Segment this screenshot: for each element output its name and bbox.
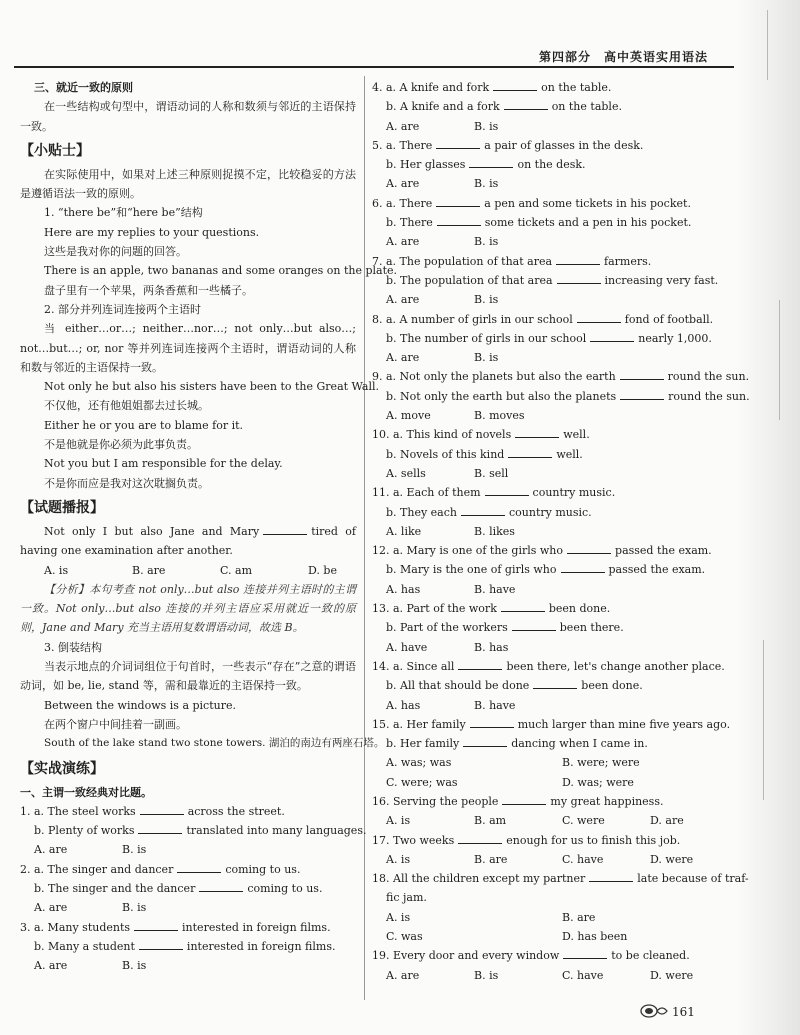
question-line-b: b. There some tickets and a pen in his pocket. bbox=[386, 216, 692, 230]
question-12 bbox=[372, 541, 734, 599]
answer-blank bbox=[437, 216, 481, 226]
question-line-b: b. Plenty of works translated into many languages. bbox=[34, 824, 367, 838]
question-7 bbox=[372, 252, 734, 310]
questions-right bbox=[372, 78, 750, 792]
question-line-a: 12. a. Mary is one of the girls who passed the exam. bbox=[372, 544, 712, 558]
question-options: A. like B. likes bbox=[386, 524, 515, 538]
point-3-title: 3. 倒装结构 bbox=[44, 640, 102, 654]
example-3-en: Not you but I am responsible for the delay. bbox=[44, 457, 283, 471]
question-6 bbox=[372, 194, 734, 252]
point-2-text: 当 either…or…; neither…nor…; not only…but also…; not…but…; or, nor 等并列连词连接两个主语时，谓语动词的人称和数与邻近的主语保持一致。 bbox=[20, 322, 356, 374]
example-5: South of the lake stand two stone towers. 湖泊的南边有两座石塔。 bbox=[44, 737, 385, 750]
question-13 bbox=[372, 599, 734, 657]
question-4 bbox=[372, 78, 734, 136]
question-14 bbox=[372, 657, 734, 715]
question-line-b: b. Mary is the one of girls who passed the exam. bbox=[386, 563, 706, 577]
question-options: A. have B. has bbox=[386, 640, 509, 654]
question-options: A. are B. is bbox=[386, 351, 499, 365]
question-2 bbox=[20, 860, 356, 918]
question-line-b: b. All that should be done been done. bbox=[386, 679, 643, 693]
answer-blank bbox=[501, 602, 545, 612]
answer-blank bbox=[563, 949, 607, 959]
question-line-a: 4. a. A knife and fork on the table. bbox=[372, 81, 612, 94]
answer-blank bbox=[463, 737, 507, 747]
question-line-b: b. Novels of this kind well. bbox=[386, 447, 583, 461]
point-1-example2-en: There is an apple, two bananas and some oranges on the plate. bbox=[44, 264, 397, 278]
answer-blank bbox=[485, 486, 529, 496]
point-3-text: 当表示地点的介词词组位于句首时，一些表示“存在”之意的谓语动词，如 be, lie, stand 等，需和最靠近的主语保持一致。 bbox=[20, 660, 356, 693]
question-15 bbox=[372, 715, 734, 792]
example-4-cn: 在两个窗户中间挂着一副画。 bbox=[44, 717, 187, 731]
answer-blank bbox=[493, 81, 537, 91]
practice-heading: 【实战演练】 bbox=[20, 760, 104, 777]
answer-blank bbox=[177, 863, 221, 873]
question-3 bbox=[20, 918, 356, 976]
section-3-text: 在一些结构或句型中，谓语动词的人称和数须与邻近的主语保持一致。 bbox=[20, 100, 356, 133]
point-2-title: 2. 部分并列连词连接两个主语时 bbox=[44, 302, 201, 316]
answer-blank bbox=[515, 428, 559, 438]
question-options: A. are B. is bbox=[386, 177, 499, 191]
answer-blank bbox=[458, 834, 502, 844]
right-column bbox=[372, 78, 750, 985]
question-line-a: 7. a. The population of that area farmers. bbox=[372, 254, 652, 268]
question-line-b: b. Many a student interested in foreign films. bbox=[34, 939, 336, 953]
answer-blank bbox=[436, 197, 480, 207]
point-1-title: 1. “there be”和“here be”结构 bbox=[44, 206, 203, 220]
answer-blank bbox=[512, 621, 556, 631]
question-options: A. are B. is bbox=[34, 959, 147, 973]
question-line-b: b. The population of that area increasing very fast. bbox=[386, 273, 719, 287]
example-4-en: Between the windows is a picture. bbox=[44, 698, 236, 712]
answer-blank bbox=[577, 313, 621, 323]
answer-blank bbox=[461, 506, 505, 516]
answer-blank bbox=[502, 795, 546, 805]
question-11 bbox=[372, 483, 734, 541]
analysis-text: 【分析】本句考查 not only…but also 连接并列主语时的主谓一致。Not only…but also 连接的并列主语应采用就近一致的原则，Jane and Mary 充当主语用复数谓语动词，故选 B。 bbox=[20, 582, 356, 635]
header-rule bbox=[14, 66, 734, 68]
answer-blank bbox=[620, 370, 664, 380]
question-18: 18. All the children except my partner late because of traf- fic jam. A. is B. are C. was D. has been bbox=[372, 872, 749, 944]
answer-blank bbox=[590, 332, 634, 342]
question-options: A. are B. is bbox=[34, 901, 147, 915]
answer-blank bbox=[567, 544, 611, 554]
running-header: 第四部分 高中英语实用语法 bbox=[538, 50, 708, 64]
question-options: A. sells B. sell bbox=[386, 466, 509, 480]
tips-heading: 【小贴士】 bbox=[20, 142, 90, 159]
question-options: A. are B. is bbox=[386, 235, 499, 249]
question-line-b: b. They each country music. bbox=[386, 505, 592, 519]
question-5 bbox=[372, 136, 734, 194]
question-options: C. were; was D. was; were bbox=[386, 775, 634, 789]
exam-options: A. is B. are C. am D. be bbox=[44, 563, 337, 577]
question-line-b: b. Her family dancing when I came in. bbox=[386, 737, 648, 751]
answer-blank bbox=[556, 255, 600, 265]
answer-blank bbox=[458, 660, 502, 670]
question-options: A. are B. is bbox=[386, 293, 499, 307]
answer-blank bbox=[140, 805, 184, 815]
answer-blank bbox=[533, 679, 577, 689]
answer-blank bbox=[508, 448, 552, 458]
question-options: A. move B. moves bbox=[386, 409, 525, 423]
question-options: A. has B. have bbox=[386, 582, 516, 596]
question-line-b: b. The number of girls in our school nearly 1,000. bbox=[386, 331, 712, 345]
tips-text: 在实际使用中，如果对上述三种原则捉摸不定，比较稳妥的方法是遵循语法一致的原则。 bbox=[20, 167, 356, 201]
question-line-a: 15. a. Her family much larger than mine five years ago. bbox=[372, 717, 731, 731]
exam-heading: 【试题播报】 bbox=[20, 499, 104, 516]
question-line-a: 6. a. There a pen and some tickets in his pocket. bbox=[372, 196, 691, 210]
question-line-a: 3. a. Many students interested in foreign films. bbox=[20, 920, 331, 934]
question-line-a: 14. a. Since all been there, let's change another place. bbox=[372, 659, 725, 673]
point-1-example-cn: 这些是我对你的问题的回答。 bbox=[44, 245, 187, 259]
answer-blank bbox=[470, 718, 514, 728]
question-line-a: 11. a. Each of them country music. bbox=[372, 486, 616, 500]
question-line-b: b. Her glasses on the desk. bbox=[386, 158, 586, 172]
question-options: A. was; was B. were; were bbox=[386, 756, 640, 770]
answer-blank bbox=[139, 940, 183, 950]
question-line-a: 2. a. The singer and dancer coming to us. bbox=[20, 862, 301, 876]
column-divider bbox=[364, 76, 365, 1000]
answer-blank bbox=[469, 158, 513, 168]
section-3-title: 三、就近一致的原则 bbox=[34, 81, 133, 94]
page-number: 161 bbox=[640, 1003, 695, 1022]
answer-blank bbox=[138, 824, 182, 834]
answer-blank bbox=[504, 100, 548, 110]
question-line-b: b. The singer and the dancer coming to us. bbox=[34, 881, 323, 895]
page-ornament-icon bbox=[640, 1003, 668, 1022]
answer-blank bbox=[589, 872, 633, 882]
answer-blank bbox=[557, 274, 601, 284]
practice-subheading: 一、主谓一致经典对比题。 bbox=[20, 785, 152, 799]
answer-blank bbox=[561, 563, 605, 573]
point-1-example-en: Here are my replies to your questions. bbox=[44, 225, 260, 239]
answer-blank bbox=[134, 921, 178, 931]
question-line-a: 9. a. Not only the planets but also the earth round the sun. bbox=[372, 370, 750, 384]
answer-blank bbox=[620, 390, 664, 400]
answer-blank bbox=[199, 882, 243, 892]
question-options: A. has B. have bbox=[386, 698, 516, 712]
answer-blank bbox=[263, 525, 307, 535]
question-1 bbox=[20, 802, 367, 860]
question-line-b: b. Not only the earth but also the planets round the sun. bbox=[386, 389, 750, 403]
answer-blank bbox=[436, 139, 480, 149]
question-19: 19. Every door and every window to be cleaned. A. are B. is C. have D. were bbox=[372, 949, 694, 982]
question-line-a: 13. a. Part of the work been done. bbox=[372, 602, 611, 616]
example-3-cn: 不是你而应是我对这次耽搁负责。 bbox=[44, 476, 209, 490]
left-column bbox=[20, 78, 397, 975]
example-1-en: Not only he but also his sisters have been to the Great Wall. bbox=[44, 380, 379, 394]
questions-left bbox=[20, 802, 367, 976]
question-line-a: 1. a. The steel works across the street. bbox=[20, 804, 285, 818]
question-line-a: 10. a. This kind of novels well. bbox=[372, 428, 590, 442]
question-9 bbox=[372, 367, 750, 425]
question-line-b: b. Part of the workers been there. bbox=[386, 621, 624, 635]
example-1-cn: 不仅他，还有他姐姐都去过长城。 bbox=[44, 399, 209, 413]
question-options: A. are B. is bbox=[34, 843, 147, 857]
question-line-a: 5. a. There a pair of glasses in the desk. bbox=[372, 138, 644, 152]
question-8 bbox=[372, 310, 734, 368]
question-options: A. are B. is bbox=[386, 119, 499, 133]
question-10 bbox=[372, 425, 734, 483]
point-1-example2-cn: 盘子里有一个苹果，两条香蕉和一些橘子。 bbox=[44, 283, 253, 297]
question-line-a: 8. a. A number of girls in our school fond of football. bbox=[372, 312, 714, 326]
question-17: 17. Two weeks enough for us to finish this job. A. is B. are C. have D. were bbox=[372, 833, 694, 866]
exam-question: Not only I but also Jane and Mary tired of having one examination after another. bbox=[20, 524, 356, 558]
question-16: 16. Serving the people my great happiness. A. is B. am C. were D. are bbox=[372, 794, 684, 828]
example-2-cn: 不是他就是你必须为此事负责。 bbox=[44, 438, 198, 452]
example-2-en: Either he or you are to blame for it. bbox=[44, 418, 244, 432]
question-line-b: b. A knife and a fork on the table. bbox=[386, 100, 622, 114]
